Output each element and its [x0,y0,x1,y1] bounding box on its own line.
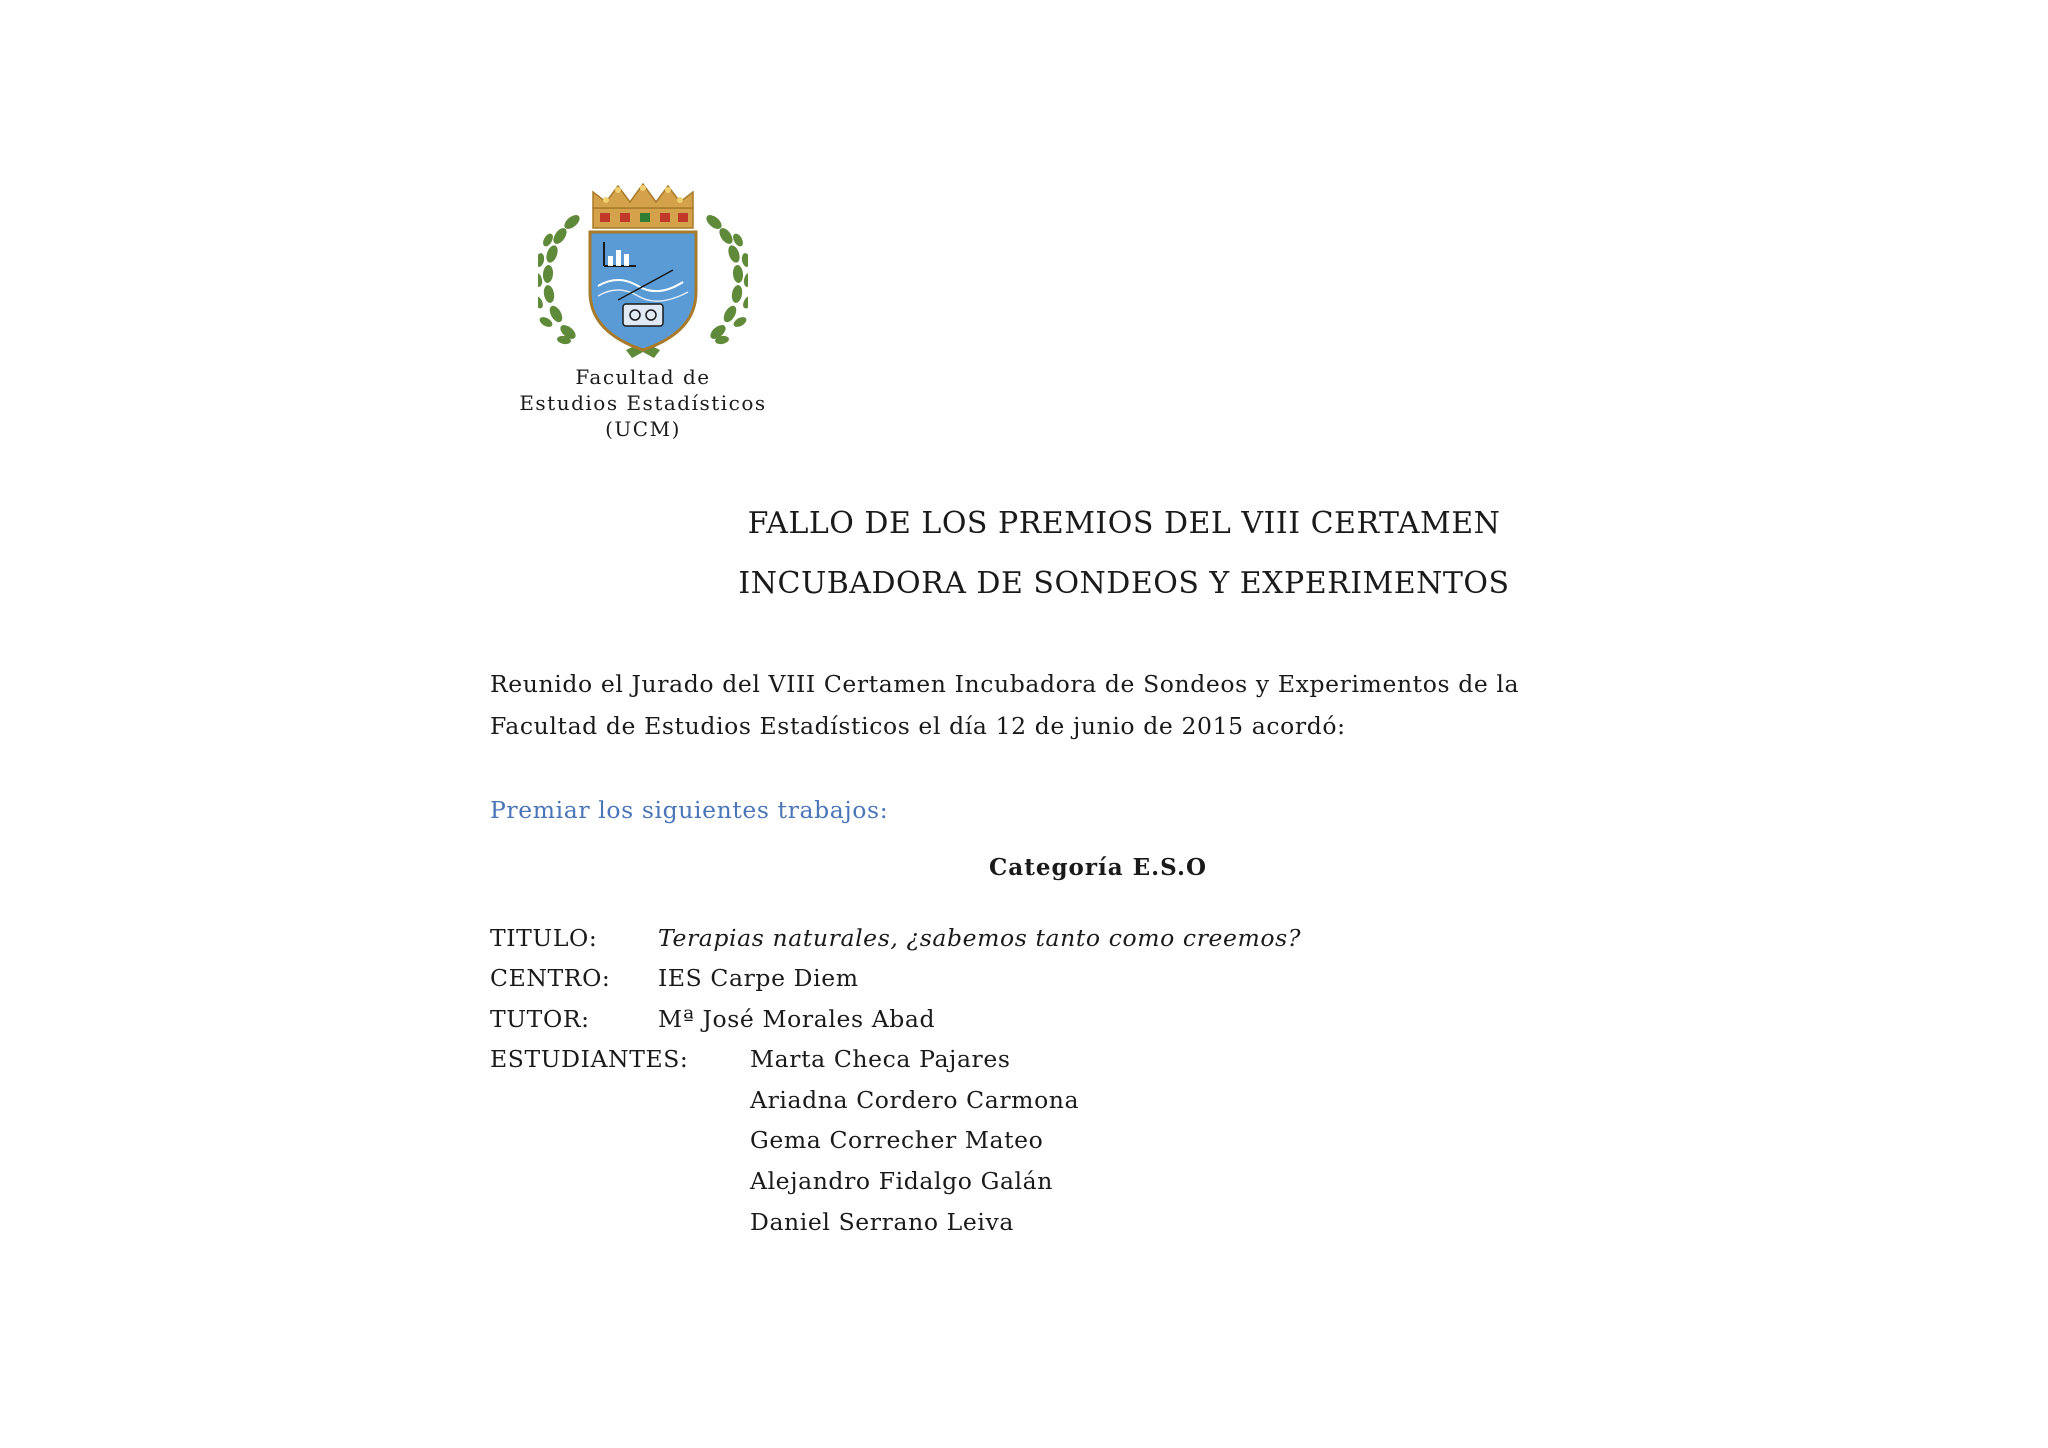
crown-icon [593,184,693,228]
category-heading: Categoría E.S.O [988,854,1208,881]
faculty-logo-block [498,182,788,442]
estudiantes-label: ESTUDIANTES: [490,1045,689,1073]
document-title-line-2: INCUBADORA DE SONDEOS Y EXPERIMENTOS [738,566,1510,601]
student-name: Marta Checa Pajares [750,1045,1011,1073]
laurel-left-icon [538,212,582,345]
titulo-label: TITULO: [490,924,598,952]
logo-caption-line: Facultad de [575,365,711,389]
centro-value: IES Carpe Diem [658,964,859,992]
student-name: Daniel Serrano Leiva [750,1208,1014,1236]
centro-label: CENTRO: [490,964,611,992]
tutor-value: Mª José Morales Abad [658,1005,936,1033]
laurel-right-icon [704,212,748,345]
student-name: Gema Correcher Mateo [750,1126,1044,1154]
shield-icon [590,232,696,350]
student-name: Alejandro Fidalgo Galán [750,1167,1054,1195]
logo-caption [498,364,788,442]
award-heading: Premiar los siguientes trabajos: [490,796,889,824]
intro-paragraph-line-1: Reunido el Jurado del VIII Certamen Incubadora de Sondeos y Experimentos de la [490,670,1520,698]
tutor-label: TUTOR: [490,1005,590,1033]
titulo-value: Terapias naturales, ¿sabemos tanto como creemos? [658,924,1302,952]
logo-caption-line: Estudios Estadísticos [519,391,767,415]
document-title-line-1: FALLO DE LOS PREMIOS DEL VIII CERTAMEN [747,506,1501,541]
student-name: Ariadna Cordero Carmona [750,1086,1080,1114]
logo-caption-line: (UCM) [605,417,681,441]
faculty-crest-icon [538,182,748,362]
intro-paragraph-line-2: Facultad de Estudios Estadísticos el día 12 de junio de 2015 acordó: [490,712,1346,740]
